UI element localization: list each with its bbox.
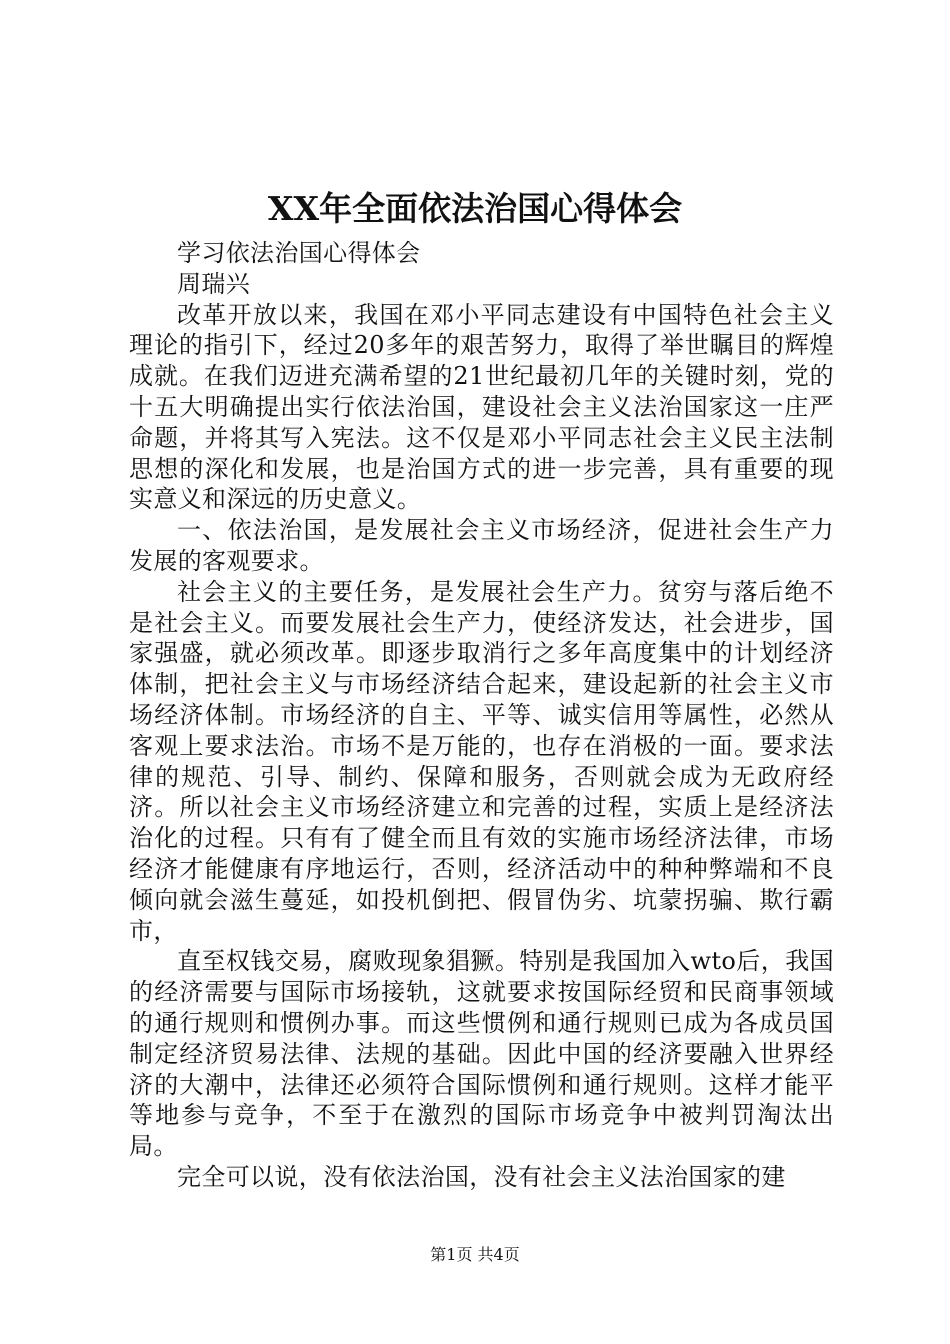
subtitle-paragraph: 学习依法治国心得体会 xyxy=(177,239,421,267)
body-paragraph: 完全可以说，没有依法治国，没有社会主义法治国家的建 xyxy=(177,1162,786,1191)
document-title: XX年全面依法治国心得体会 xyxy=(267,189,683,228)
body-paragraph: 改革开放以来，我国在邓小平同志建设有中国特色社会主义理论的指引下，经过20多年的艰苦努力，取得了举世瞩目的辉煌成就。在我们迈进充满希望的21世纪最初几年的关键时刻，党的十五大明确提出实行依法治国，建设社会主义法治国家这一庄严命题，并将其写入宪法。这不仅是邓小平同志社会主义民主法制思想的深化和发展，也是治国方式的进一步完善，具有重要的现实意义和深远的历史意义。 xyxy=(129,300,834,514)
author-paragraph: 周瑞兴 xyxy=(177,269,251,298)
body-paragraph: 社会主义的主要任务，是发展社会生产力。贫穷与落后绝不是社会主义。而要发展社会生产力，使经济发达，社会进步，国家强盛，就必须改革。即逐步取消行之多年高度集中的计划经济体制，把社会主义与市场经济结合起来，建设起新的社会主义市场经济体制。市场经济的自主、平等、诚实信用等属性，必然从客观上要求法治。市场不是万能的，也存在消极的一面。要求法律的规范、引导、制约、保障和服务，否则就会成为无政府经济。所以社会主义市场经济建立和完善的过程，实质上是经济法治化的过程。只有有了健全而且有效的实施市场经济法律，市场经济才能健康有序地运行，否则，经济活动中的种种弊端和不良倾向就会滋生蔓延，如投机倒把、假冒伪劣、坑蒙拐骗、欺行霸市， xyxy=(129,577,834,945)
body-paragraph: 直至权钱交易，腐败现象猖獗。特别是我国加入wto后，我国的经济需要与国际市场接轨，这就要求按国际经贸和民商事领域的通行规则和惯例办事。而这些惯例和通行规则已成为各成员国制定经济贸易法律、法规的基础。因此中国的经济要融入世界经济的大潮中，法律还必须符合国际惯例和通行规则。这样才能平等地参与竞争，不至于在激烈的国际市场竞争中被判罚淘汰出局。 xyxy=(129,947,834,1161)
page-footer: 第1页 共4页 xyxy=(430,1245,520,1264)
document-body xyxy=(129,238,834,1193)
section-heading-paragraph: 一、依法治国，是发展社会主义市场经济，促进社会生产力发展的客观要求。 xyxy=(129,516,834,575)
